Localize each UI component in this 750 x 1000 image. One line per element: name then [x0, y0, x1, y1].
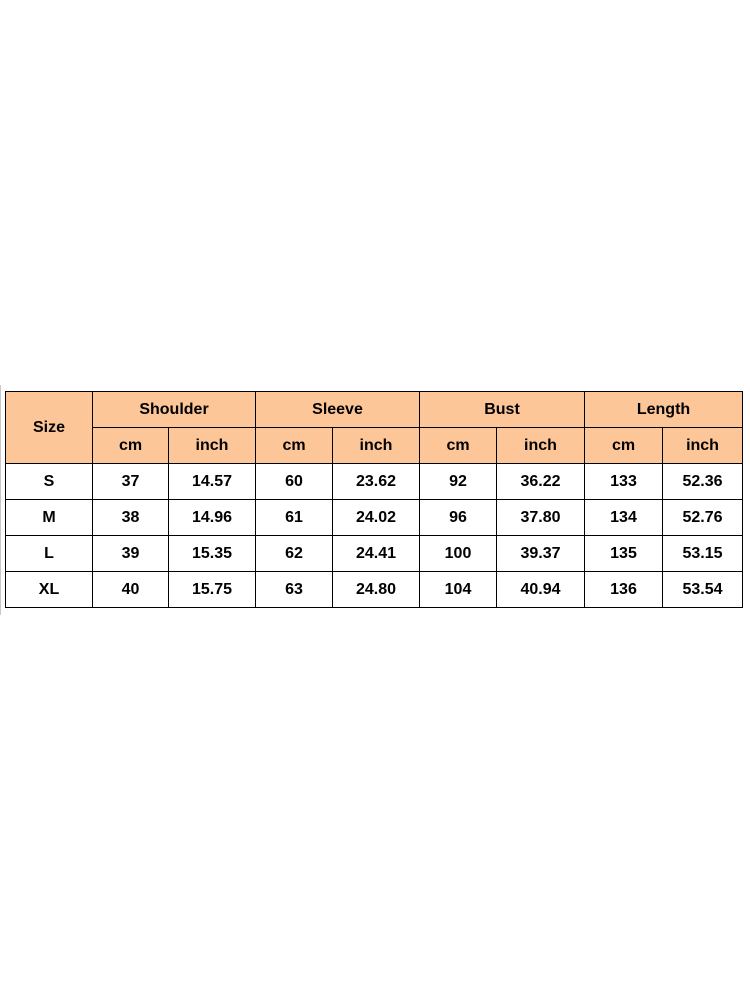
value-cell: 24.02 [333, 500, 420, 536]
size-cell: M [6, 500, 93, 536]
value-cell: 53.54 [663, 572, 743, 608]
value-cell: 63 [256, 572, 333, 608]
value-cell: 36.22 [497, 464, 585, 500]
value-cell: 39.37 [497, 536, 585, 572]
value-cell: 136 [585, 572, 663, 608]
unit-header-length-cm: cm [585, 428, 663, 464]
table-row [6, 572, 743, 608]
value-cell: 135 [585, 536, 663, 572]
unit-header-bust-inch: inch [497, 428, 585, 464]
table-header [6, 392, 743, 464]
size-cell: XL [6, 572, 93, 608]
size-cell: L [6, 536, 93, 572]
value-cell: 60 [256, 464, 333, 500]
size-chart-table [5, 391, 743, 608]
value-cell: 15.35 [169, 536, 256, 572]
value-cell: 40.94 [497, 572, 585, 608]
value-cell: 39 [93, 536, 169, 572]
table-row [6, 500, 743, 536]
header-row-groups [6, 392, 743, 428]
size-cell: S [6, 464, 93, 500]
value-cell: 52.76 [663, 500, 743, 536]
unit-header-sleeve-cm: cm [256, 428, 333, 464]
header-row-units [6, 428, 743, 464]
value-cell: 133 [585, 464, 663, 500]
group-header-bust: Bust [420, 392, 585, 428]
group-header-length: Length [585, 392, 743, 428]
value-cell: 40 [93, 572, 169, 608]
value-cell: 38 [93, 500, 169, 536]
value-cell: 24.80 [333, 572, 420, 608]
value-cell: 37.80 [497, 500, 585, 536]
unit-header-sleeve-inch: inch [333, 428, 420, 464]
value-cell: 53.15 [663, 536, 743, 572]
value-cell: 15.75 [169, 572, 256, 608]
table-row [6, 464, 743, 500]
value-cell: 61 [256, 500, 333, 536]
value-cell: 100 [420, 536, 497, 572]
value-cell: 92 [420, 464, 497, 500]
value-cell: 96 [420, 500, 497, 536]
value-cell: 14.96 [169, 500, 256, 536]
unit-header-shoulder-inch: inch [169, 428, 256, 464]
unit-header-length-inch: inch [663, 428, 743, 464]
unit-header-bust-cm: cm [420, 428, 497, 464]
value-cell: 62 [256, 536, 333, 572]
table-body [6, 464, 743, 608]
value-cell: 23.62 [333, 464, 420, 500]
value-cell: 52.36 [663, 464, 743, 500]
size-header: Size [6, 392, 93, 464]
group-header-shoulder: Shoulder [93, 392, 256, 428]
value-cell: 24.41 [333, 536, 420, 572]
left-edge-line [0, 385, 1, 615]
group-header-sleeve: Sleeve [256, 392, 420, 428]
value-cell: 104 [420, 572, 497, 608]
table-row [6, 536, 743, 572]
value-cell: 14.57 [169, 464, 256, 500]
unit-header-shoulder-cm: cm [93, 428, 169, 464]
value-cell: 134 [585, 500, 663, 536]
value-cell: 37 [93, 464, 169, 500]
